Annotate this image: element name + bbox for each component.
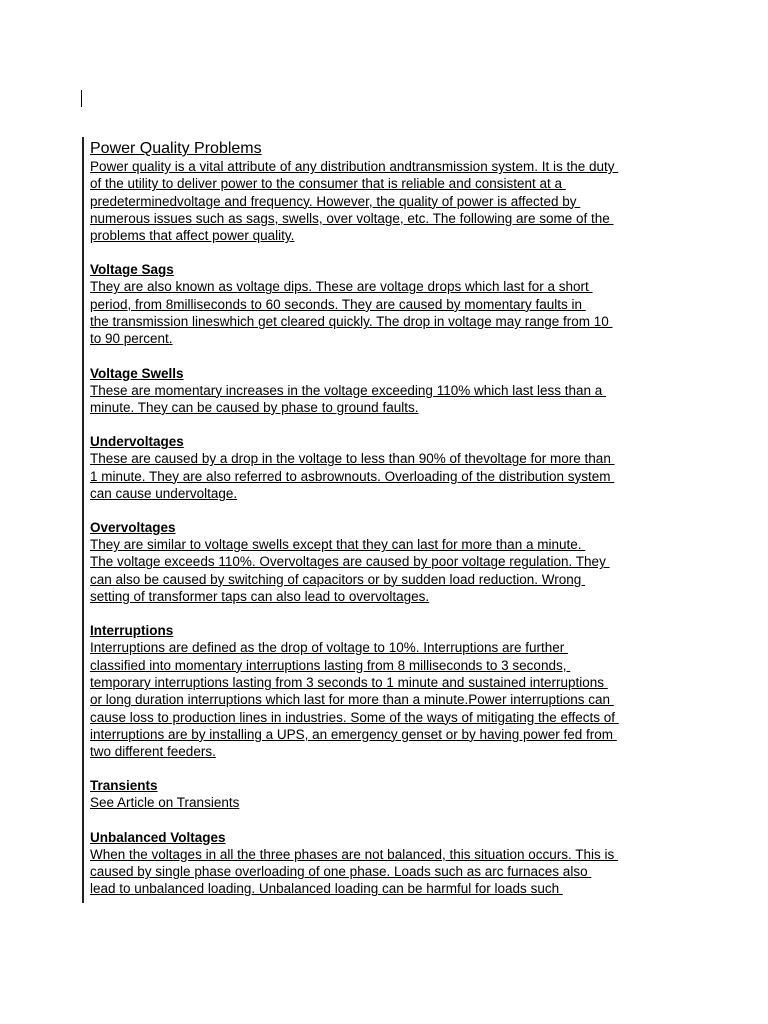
section-heading: Unbalanced Voltages bbox=[90, 829, 226, 845]
section-line: When the voltages in all the three phases are not balanced, this situation occurs. This is bbox=[90, 846, 619, 862]
section-line: can also be caused by switching of capacitors or by sudden load reduction. Wrong bbox=[90, 571, 586, 587]
transients-article-link[interactable]: See Article on Transients bbox=[90, 795, 240, 811]
intro-line: predeterminedvoltage and frequency. However, the quality of power is affected by bbox=[90, 193, 581, 209]
section-line: Interruptions are defined as the drop of voltage to 10%. Interruptions are further bbox=[90, 640, 569, 656]
section-line: or long duration interruptions which last for more than a minute.Power interruptions can bbox=[90, 692, 614, 708]
intro-paragraph bbox=[90, 158, 690, 244]
section-line: two different feeders. bbox=[90, 744, 216, 760]
text-cursor bbox=[81, 90, 82, 107]
section-line: minute. They can be caused by phase to ground faults. bbox=[90, 399, 419, 415]
section-heading: Interruptions bbox=[90, 623, 174, 639]
intro-line: numerous issues such as sags, swells, over voltage, etc. The following are some of the bbox=[90, 210, 614, 226]
section-line: The voltage exceeds 110%. Overvoltages are caused by poor voltage regulation. They bbox=[90, 554, 610, 570]
section-voltage-sags bbox=[90, 261, 690, 347]
section-line: 1 minute. They are also referred to asbrownouts. Overloading of the distribution system bbox=[90, 468, 615, 484]
section-interruptions bbox=[90, 622, 690, 760]
section-line: lead to unbalanced loading. Unbalanced loading can be harmful for loads such bbox=[90, 881, 563, 897]
left-border-line bbox=[82, 137, 84, 903]
section-line: setting of transformer taps can also lead to overvoltages. bbox=[90, 589, 430, 605]
section-voltage-swells bbox=[90, 365, 690, 417]
section-transients bbox=[90, 777, 690, 811]
document-title: Power Quality Problems bbox=[90, 140, 262, 157]
section-overvoltages bbox=[90, 519, 690, 605]
section-line: They are also known as voltage dips. These are voltage drops which last for a short bbox=[90, 279, 593, 295]
section-heading: Voltage Sags bbox=[90, 262, 174, 278]
section-line: interruptions are by installing a UPS, an emergency genset or by having power fed from bbox=[90, 726, 617, 742]
section-undervoltages bbox=[90, 433, 690, 502]
section-heading: Undervoltages bbox=[90, 434, 184, 450]
section-heading: Overvoltages bbox=[90, 520, 176, 536]
section-line: temporary interruptions lasting from 3 seconds to 1 minute and sustained interruptions bbox=[90, 674, 608, 690]
section-line: period, from 8milliseconds to 60 seconds. They are caused by momentary faults in bbox=[90, 296, 586, 312]
section-line: can cause undervoltage. bbox=[90, 485, 238, 501]
section-line: They are similar to voltage swells except that they can last for more than a minute. bbox=[90, 537, 586, 553]
intro-line: Power quality is a vital attribute of any distribution andtransmission system. It is the duty bbox=[90, 159, 619, 174]
section-line: cause loss to production lines in industries. Some of the ways of mitigating the effects of bbox=[90, 709, 619, 725]
document-body bbox=[90, 139, 690, 898]
section-heading: Voltage Swells bbox=[90, 365, 184, 381]
section-line: These are momentary increases in the voltage exceeding 110% which last less than a bbox=[90, 382, 607, 398]
section-line: the transmission lineswhich get cleared quickly. The drop in voltage may range from 10 bbox=[90, 314, 613, 330]
section-line: to 90 percent. bbox=[90, 331, 173, 347]
section-line: These are caused by a drop in the voltage to less than 90% of thevoltage for more than bbox=[90, 451, 615, 467]
section-heading: Transients bbox=[90, 778, 158, 794]
section-unbalanced-voltages bbox=[90, 829, 690, 898]
section-line: classified into momentary interruptions lasting from 8 milliseconds to 3 seconds, bbox=[90, 657, 571, 673]
section-line: caused by single phase overloading of one phase. Loads such as arc furnaces also bbox=[90, 864, 592, 880]
intro-line: of the utility to deliver power to the consumer that is reliable and consistent at a bbox=[90, 176, 566, 192]
intro-line: problems that affect power quality. bbox=[90, 228, 295, 244]
